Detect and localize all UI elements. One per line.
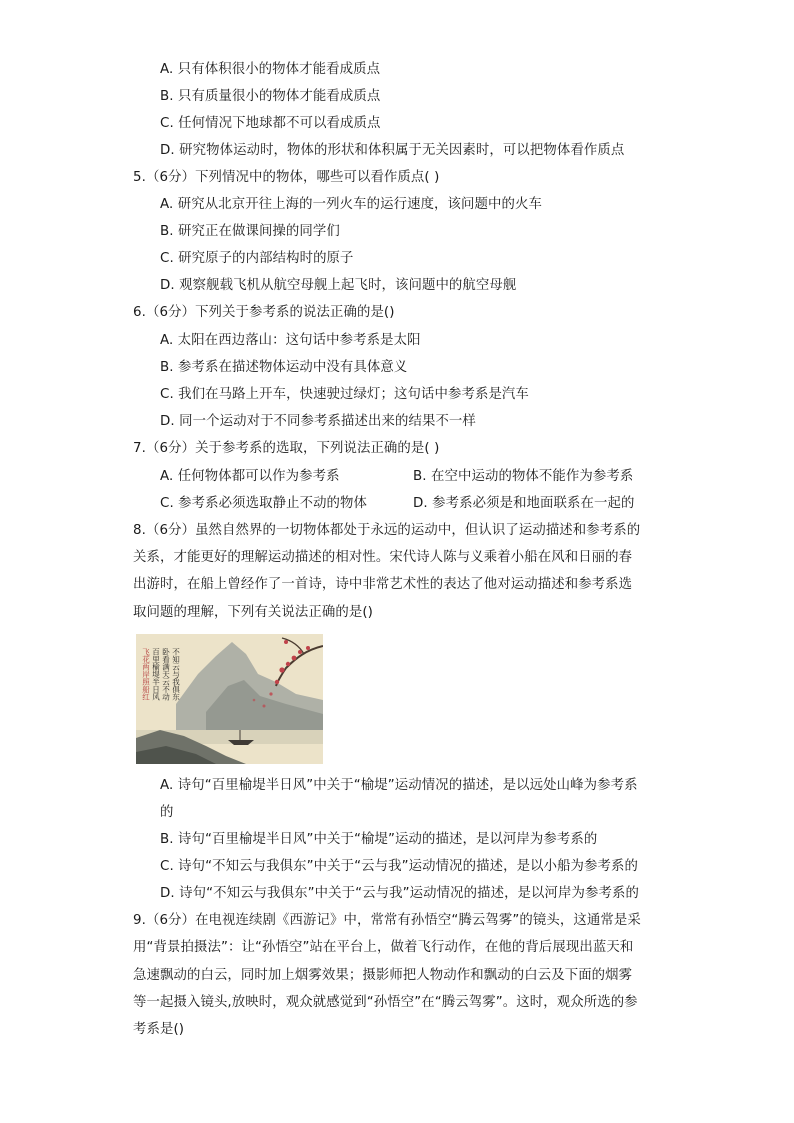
q7-option-b: B. 在空中运动的物体不能作为参考系 — [413, 469, 634, 484]
q9-stem-line-2: 用“背景拍摄法”：让“孙悟空”站在平台上，做着飞行动作，在他的背后展现出蓝天和 — [133, 940, 634, 955]
q4-option-c: C. 任何情况下地球都不可以看成质点 — [160, 116, 381, 131]
q8-stem-line-4: 取问题的理解，下列有关说法正确的是() — [133, 605, 373, 620]
poem-column-3: 百里榆堤半日风 — [151, 648, 161, 701]
q8-option-d: D. 诗句“不知云与我俱东”中关于“云与我”运动情况的描述，是以河岸为参考系的 — [160, 886, 639, 901]
q8-option-a-cont: 的 — [160, 805, 174, 820]
q6-option-d: D. 同一个运动对于不同参考系描述出来的结果不一样 — [160, 414, 476, 429]
q9-stem-line-3: 急速飘动的白云，同时加上烟雾效果；摄影师把人物动作和飘动的白云及下面的烟雾 — [133, 968, 633, 983]
q8-stem-line-2: 关系，才能更好的理解运动描述的相对性。宋代诗人陈与义乘着小船在风和日丽的春 — [133, 550, 633, 565]
q5-option-b: B. 研究正在做课间操的同学们 — [160, 224, 340, 239]
q4-option-a: A. 只有体积很小的物体才能看成质点 — [160, 62, 381, 77]
q8-option-a: A. 诗句“百里榆堤半日风”中关于“榆堤”运动情况的描述，是以远处山峰为参考系 — [160, 778, 638, 793]
q6-option-a: A. 太阳在西边落山：这句话中参考系是太阳 — [160, 333, 421, 348]
poem-column-2: 卧看满天云不动 — [161, 648, 171, 701]
q6-option-c: C. 我们在马路上开车，快速驶过绿灯；这句话中参考系是汽车 — [160, 387, 529, 402]
q6-stem: 6.（6分）下列关于参考系的说法正确的是() — [133, 305, 395, 320]
q8-stem-line-3: 出游时，在船上曾经作了一首诗，诗中非常艺术性的表达了他对运动描述和参考系选 — [133, 577, 633, 592]
q9-stem-line-4: 等一起摄入镜头,放映时，观众就感觉到“孙悟空”在“腾云驾雾”。这时，观众所选的参 — [133, 995, 638, 1010]
q4-option-d: D. 研究物体运动时，物体的形状和体积属于无关因素时，可以把物体看作质点 — [160, 143, 625, 158]
q8-option-c: C. 诗句“不知云与我俱东”中关于“云与我”运动情况的描述，是以小船为参考系的 — [160, 859, 639, 874]
q4-option-b: B. 只有质量很小的物体才能看成质点 — [160, 89, 381, 104]
q8-option-b: B. 诗句“百里榆堤半日风”中关于“榆堤”运动的描述，是以河岸为参考系的 — [160, 832, 598, 847]
q5-option-a: A. 研究从北京开往上海的一列火车的运行速度，该问题中的火车 — [160, 197, 542, 212]
q7-stem: 7.（6分）关于参考系的选取，下列说法正确的是( ) — [133, 441, 440, 456]
landscape-painting — [136, 634, 323, 764]
q7-option-a: A. 任何物体都可以作为参考系 — [160, 469, 340, 484]
poem-column-1: 不知云与我俱东 — [171, 648, 181, 701]
q9-stem-line-1: 9.（6分）在电视连续剧《西游记》中，常常有孙悟空“腾云驾雾”的镜头，这通常是采 — [133, 913, 641, 928]
q7-option-c: C. 参考系必须选取静止不动的物体 — [160, 496, 368, 511]
q6-option-b: B. 参考系在描述物体运动中没有具体意义 — [160, 360, 408, 375]
q5-option-c: C. 研究原子的内部结构时的原子 — [160, 251, 354, 266]
q7-option-d: D. 参考系必须是和地面联系在一起的 — [413, 496, 635, 511]
q5-option-d: D. 观察舰载飞机从航空母舰上起飞时，该问题中的航空母舰 — [160, 278, 517, 293]
q5-stem: 5.（6分）下列情况中的物体，哪些可以看作质点( ) — [133, 170, 440, 185]
q8-stem-line-1: 8.（6分）虽然自然界的一切物体都处于永远的运动中，但认识了运动描述和参考系的 — [133, 523, 641, 538]
poem-column-4: 飞花两岸照船红 — [141, 648, 151, 701]
q9-stem-line-5: 考系是() — [133, 1022, 185, 1037]
